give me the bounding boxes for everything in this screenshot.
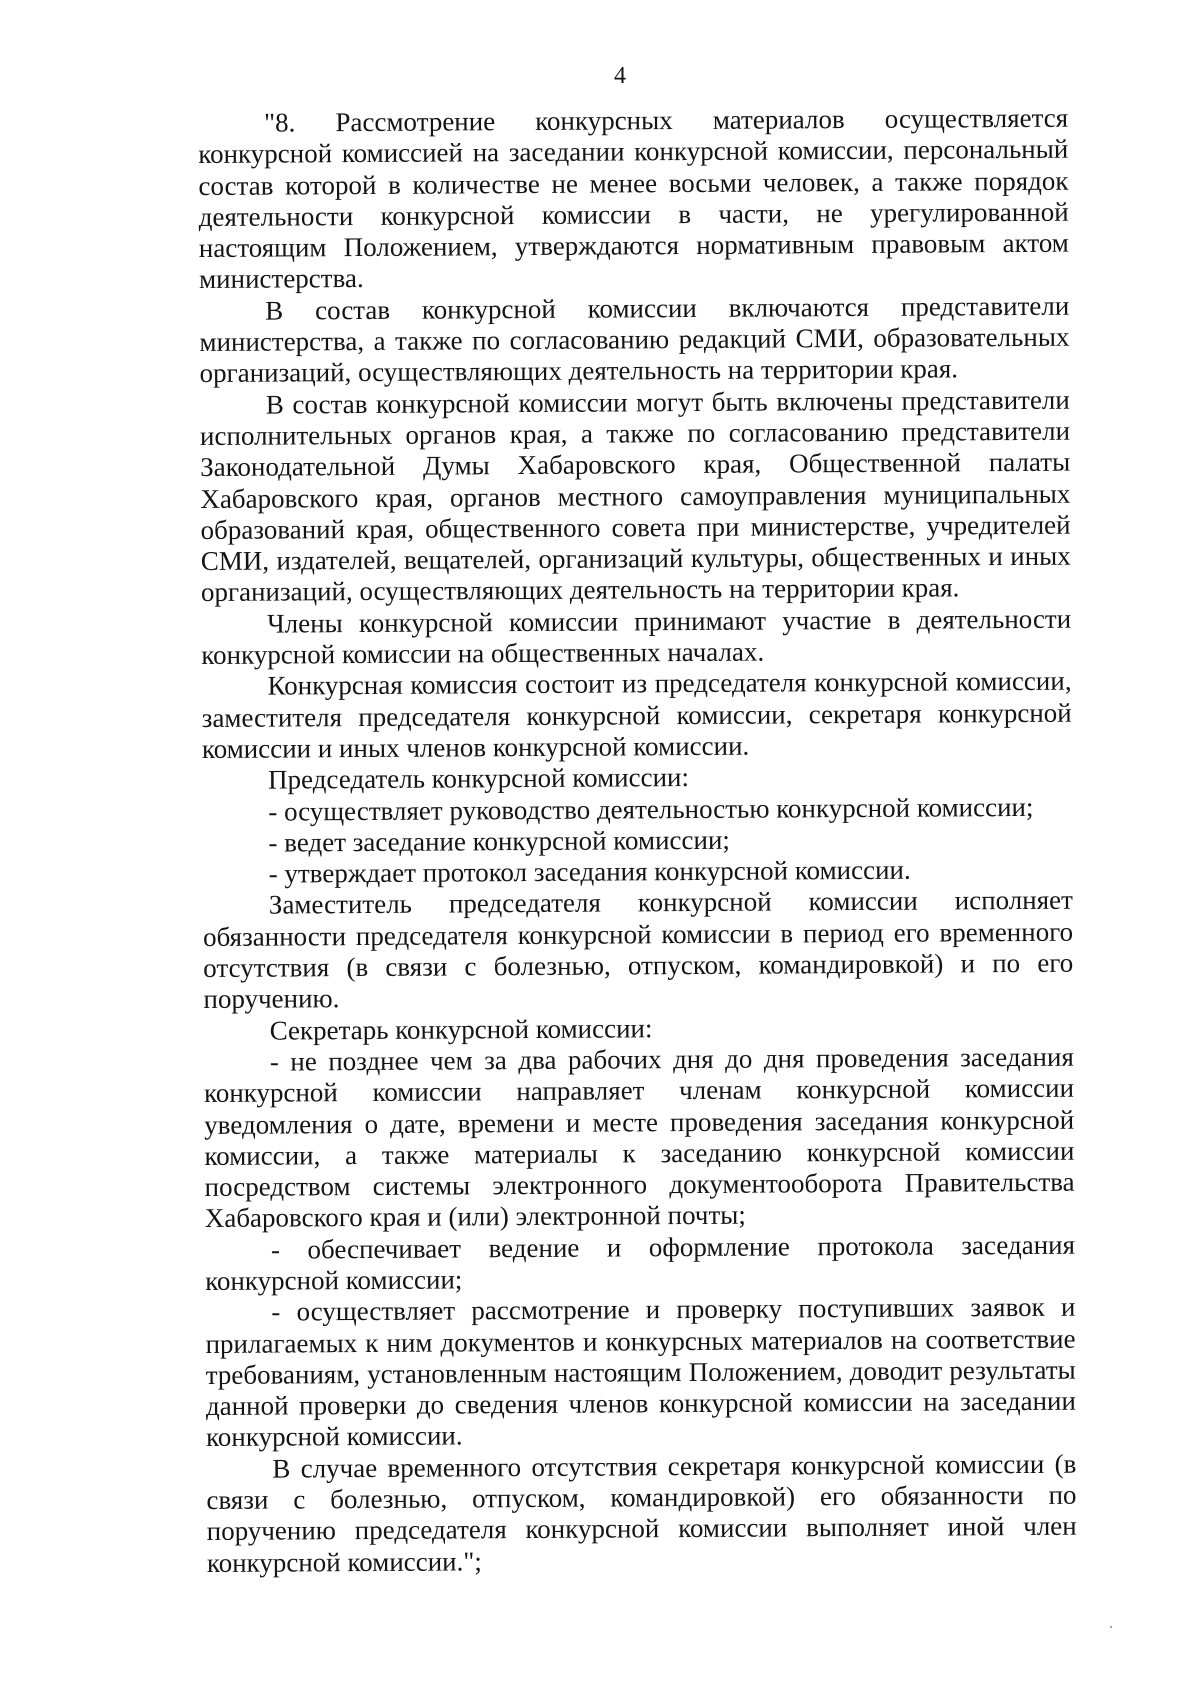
paragraph-optional-members: В состав конкурсной комиссии могут быть включены представители исполнительных органов края, а также по согласованию представители Законодательной Думы Хабаровского края, Общественной палаты Хабаровского края, органов местного самоуправления муниципальных образований края, общественного совета при министерстве, учредителей СМИ, издателей, вещателей, организаций культуры, общественных и иных организаций, осуществляющих деятельность на территории края. <box>199 384 1071 608</box>
list-item-secretary-duty-2: - обеспечивает ведение и оформление протокола заседания конкурсной комиссии; <box>205 1229 1076 1296</box>
list-item-secretary-duty-3: - осуществляет рассмотрение и проверку поступивших заявок и прилагаемых к ним документов и конкурсных материалов на соответствие требованиям, установленным настоящим Положением, доводит результаты данной проверки до сведения членов конкурсной комиссии на заседании конкурсной комиссии. <box>205 1291 1077 1453</box>
list-item-chairman-duty-1: - осуществляет руководство деятельностью конкурсной комиссии; <box>268 791 1034 827</box>
paragraph-chairman-heading: Председатель конкурсной комиссии: <box>268 762 690 795</box>
paragraph-item-8-intro: "8. Рассмотрение конкурсных материалов осуществляется конкурсной комиссией на заседании конкурсной комиссии, персональный состав которой в количестве не менее восьми человек, а также порядок деятельности конкурсной комиссии в части, не урегулированной настоящим Положением, утверждаются нормативным правовым актом министерства. <box>198 102 1069 295</box>
document-body <box>198 103 1077 1579</box>
list-item-chairman-duty-3: - утверждает протокол заседания конкурсной комиссии. <box>268 854 911 889</box>
paragraph-commission-structure: Конкурсная комиссия состоит из председателя конкурсной комиссии, заместителя председателя конкурсной комиссии, секретаря конкурсной комиссии и иных членов конкурсной комиссии. <box>201 666 1072 764</box>
list-item-chairman-duty-2: - ведет заседание конкурсной комиссии; <box>268 824 730 858</box>
paragraph-secretary-absence: В случае временного отсутствия секретаря конкурсной комиссии (в связи с болезнью, отпуском, командировкой) его обязанности по поручению председателя конкурсной комиссии выполняет иной член конкурсной комиссии."; <box>206 1448 1077 1578</box>
page-number: 4 <box>614 63 626 89</box>
paragraph-deputy-chairman: Заместитель председателя конкурсной комиссии исполняет обязанности председателя конкурсной комиссии в период его временного отсутствия (в связи с болезнью, отпуском, командировкой) и по его поручению. <box>202 885 1074 1015</box>
paragraph-commission-composition: В состав конкурсной комиссии включаются представители министерства, а также по согласованию редакций СМИ, образовательных организаций, осуществляющих деятельность на территории края. <box>199 290 1070 389</box>
list-item-secretary-duty-1: - не позднее чем за два рабочих дня до дня проведения заседания конкурсной комиссии направляет членам конкурсной комиссии уведомления о дате, времени и месте проведения заседания конкурсной комиссии, а также материалы к заседанию конкурсной комиссии посредством системы электронного документооборота Правительства Хабаровского края и (или) электронной почты; <box>203 1041 1075 1234</box>
paragraph-secretary-heading: Секретарь конкурсной комиссии: <box>269 1012 653 1046</box>
scan-speck <box>1110 1626 1112 1628</box>
paragraph-voluntary-basis: Члены конкурсной комиссии принимают участие в деятельности конкурсной комиссии на общественных началах. <box>201 603 1072 671</box>
